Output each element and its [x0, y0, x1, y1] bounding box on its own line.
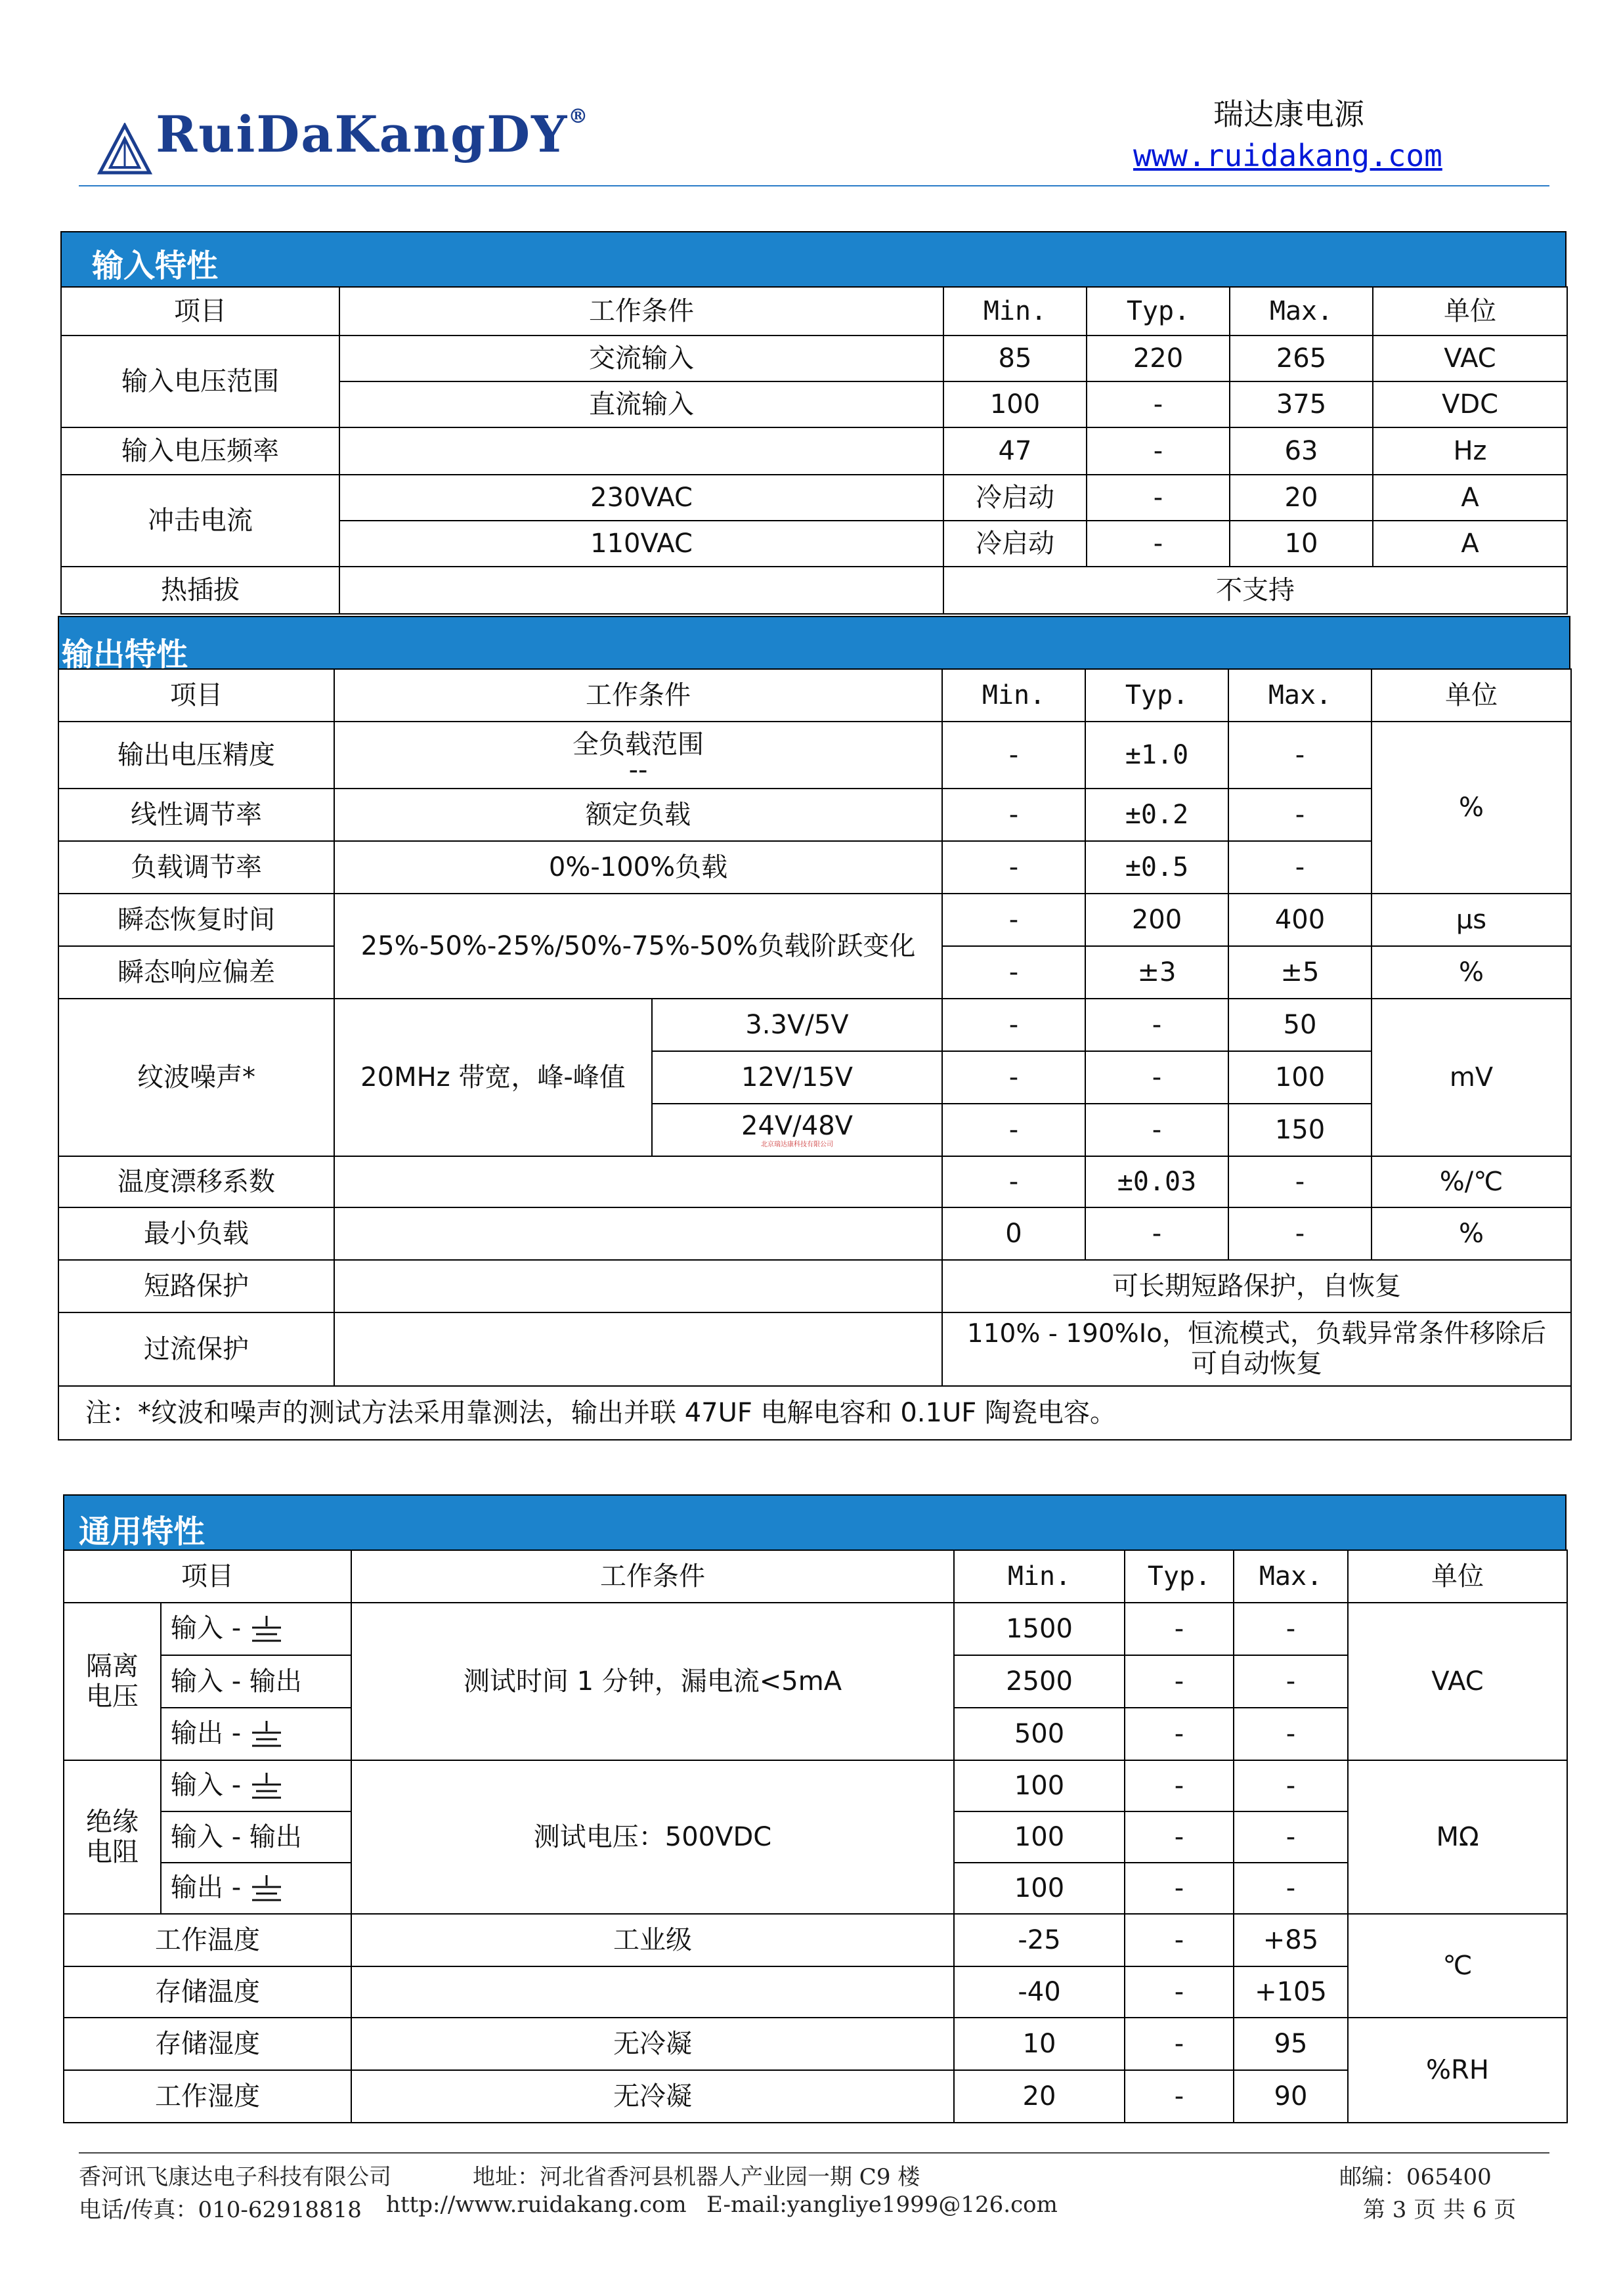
footer-postcode: 邮编：065400 — [1339, 2164, 1492, 2190]
cell-max: 150 — [1228, 1104, 1372, 1156]
cell-max: 63 — [1230, 427, 1373, 475]
ground-icon — [249, 1771, 284, 1802]
row-label-op-temp: 工作温度 — [64, 1914, 351, 1966]
col-header-condition: 工作条件 — [339, 287, 943, 336]
table-row — [61, 567, 1567, 614]
cell-typ: ±3 — [1085, 946, 1228, 999]
sub-item — [161, 1760, 351, 1811]
col-header-item: 项目 — [64, 1550, 351, 1603]
cell-min: 20 — [954, 2070, 1125, 2123]
input-spec-table — [60, 286, 1568, 615]
cell-max: 400 — [1228, 894, 1372, 946]
footer-company: 香河讯飞康达电子科技有限公司 — [79, 2164, 391, 2190]
group-label-isolation: 隔离电压 — [64, 1603, 161, 1760]
cell-min: 冷启动 — [943, 521, 1087, 567]
col-header-max: Max. — [1230, 287, 1373, 336]
row-label-ripple: 纹波噪声* — [58, 999, 334, 1156]
cell-min: 1500 — [954, 1603, 1125, 1655]
output-spec-table — [58, 668, 1572, 1440]
cell-max: 20 — [1230, 475, 1373, 521]
general-section-title: 通用特性 — [79, 1513, 205, 1550]
cell-condition: 0%-100%负载 — [334, 841, 942, 894]
col-header-min: Min. — [942, 669, 1085, 722]
row-label-deviation: 瞬态响应偏差 — [58, 946, 334, 999]
cell-subcondition: 3.3V/5V — [652, 999, 942, 1051]
cell-typ: - — [1125, 1966, 1234, 2018]
cell-min: 0 — [942, 1207, 1085, 1260]
cell-unit: A — [1373, 475, 1567, 521]
cell-typ: - — [1125, 1655, 1234, 1708]
cell-typ: ±0.03 — [1085, 1156, 1228, 1207]
cell-typ: - — [1085, 1207, 1228, 1260]
row-label-short-circuit: 短路保护 — [58, 1260, 334, 1312]
row-label-line-regulation: 线性调节率 — [58, 789, 334, 841]
cell-condition: 无冷凝 — [351, 2070, 954, 2123]
footer-page-number: 第 3 页 共 6 页 — [1363, 2197, 1517, 2223]
col-header-max: Max. — [1234, 1550, 1348, 1603]
sub-item: 输入 - 输出 — [161, 1811, 351, 1863]
sub-item — [161, 1603, 351, 1655]
table-row — [58, 841, 1571, 894]
col-header-typ: Typ. — [1085, 669, 1228, 722]
footer-divider — [79, 2152, 1549, 2154]
cell-max: - — [1228, 841, 1372, 894]
cell-unit: VAC — [1348, 1603, 1567, 1760]
sub-item-label: 输入 - — [171, 1770, 249, 1800]
cell-unit: % — [1372, 722, 1571, 894]
table-row — [58, 1386, 1571, 1440]
footer-web-link[interactable]: http://www.ruidakang.com — [386, 2192, 687, 2218]
cell-typ: - — [1125, 1914, 1234, 1966]
ground-icon — [249, 1614, 284, 1645]
cell-min: 85 — [943, 336, 1087, 381]
cell-subcondition: 12V/15V — [652, 1051, 942, 1104]
cell-max: 95 — [1234, 2018, 1348, 2070]
watermark-text: 北京瑞达康科技有限公司 — [761, 1141, 833, 1149]
table-row — [58, 1156, 1571, 1207]
sub-item-label: 输出 - — [171, 1873, 249, 1903]
cell-value: 不支持 — [943, 567, 1567, 614]
row-label-inrush: 冲击电流 — [61, 475, 339, 567]
cell-typ: - — [1087, 521, 1230, 567]
cell-unit: A — [1373, 521, 1567, 567]
cell-max: ±5 — [1228, 946, 1372, 999]
cell-min: 47 — [943, 427, 1087, 475]
table-row — [58, 1207, 1571, 1260]
table-row — [61, 427, 1567, 475]
cell-max: 375 — [1230, 381, 1373, 427]
col-header-typ: Typ. — [1125, 1550, 1234, 1603]
table-row — [58, 722, 1571, 789]
col-header-min: Min. — [943, 287, 1087, 336]
cell-unit: % — [1372, 1207, 1571, 1260]
cell-max: - — [1228, 722, 1372, 789]
cell-min: 冷启动 — [943, 475, 1087, 521]
col-header-unit: 单位 — [1373, 287, 1567, 336]
cell-condition — [339, 427, 943, 475]
table-row — [61, 475, 1567, 521]
table-row — [64, 2070, 1567, 2123]
table-row — [64, 1966, 1567, 2018]
footer-address: 地址：河北省香河县机器人产业园一期 C9 楼 — [473, 2164, 920, 2190]
cell-min: - — [942, 1104, 1085, 1156]
cell-typ: - — [1125, 2070, 1234, 2123]
cell-condition — [339, 567, 943, 614]
cell-max: - — [1234, 1655, 1348, 1708]
value-line: 110% - 190%Io，恒流模式，负载异常条件移除后 — [966, 1318, 1547, 1349]
cell-typ: - — [1125, 2018, 1234, 2070]
cell-condition: 测试电压：500VDC — [351, 1760, 954, 1914]
cell-min: - — [942, 1156, 1085, 1207]
cell-unit: %RH — [1348, 2018, 1567, 2123]
table-header-row — [61, 287, 1567, 336]
cell-unit: VAC — [1373, 336, 1567, 381]
table-row — [58, 894, 1571, 946]
row-label-storage-humidity: 存储湿度 — [64, 2018, 351, 2070]
col-header-typ: Typ. — [1087, 287, 1230, 336]
cell-typ: ±0.2 — [1085, 789, 1228, 841]
cell-min: 100 — [954, 1760, 1125, 1811]
cell-max: - — [1234, 1603, 1348, 1655]
row-label-op-humidity: 工作湿度 — [64, 2070, 351, 2123]
cell-condition: 直流输入 — [339, 381, 943, 427]
cell-typ: - — [1125, 1811, 1234, 1863]
sub-item-label: 输出 - — [171, 1718, 249, 1748]
cell-max: 50 — [1228, 999, 1372, 1051]
cell-condition: 20MHz 带宽，峰-峰值 — [334, 999, 652, 1156]
col-header-item: 项目 — [58, 669, 334, 722]
cell-typ: - — [1085, 1051, 1228, 1104]
cell-value: 可长期短路保护，自恢复 — [942, 1260, 1571, 1312]
cell-max: - — [1228, 1207, 1372, 1260]
cell-typ: - — [1125, 1760, 1234, 1811]
cell-unit: % — [1372, 946, 1571, 999]
table-row — [58, 999, 1571, 1051]
cell-min: 500 — [954, 1708, 1125, 1760]
table-row — [64, 2018, 1567, 2070]
cell-condition — [334, 1260, 942, 1312]
cell-max: - — [1228, 1156, 1372, 1207]
col-header-condition: 工作条件 — [334, 669, 942, 722]
cell-condition — [351, 1966, 954, 2018]
input-section-header — [60, 231, 1567, 288]
footer-email[interactable]: E-mail:yangliye1999@126.com — [706, 2192, 1058, 2218]
cell-max: - — [1234, 1863, 1348, 1914]
cell-max: - — [1234, 1708, 1348, 1760]
logo-triangle-icon — [97, 123, 152, 175]
row-label-storage-temp: 存储温度 — [64, 1966, 351, 2018]
general-section-header — [63, 1494, 1567, 1551]
cell-unit: mV — [1372, 999, 1571, 1156]
cell-max: 90 — [1234, 2070, 1348, 2123]
cell-condition: 测试时间 1 分钟，漏电流<5mA — [351, 1603, 954, 1760]
row-label-load-regulation: 负载调节率 — [58, 841, 334, 894]
table-row — [58, 1260, 1571, 1312]
header-divider — [79, 185, 1549, 186]
col-header-max: Max. — [1228, 669, 1372, 722]
cell-min: - — [942, 789, 1085, 841]
cell-typ: ±0.5 — [1085, 841, 1228, 894]
general-spec-table — [63, 1549, 1568, 2123]
cell-typ: - — [1125, 1863, 1234, 1914]
cell-max: 100 — [1228, 1051, 1372, 1104]
row-label-tempco: 温度漂移系数 — [58, 1156, 334, 1207]
col-header-condition: 工作条件 — [351, 1550, 954, 1603]
logo-text: RuiDaKangDY — [156, 105, 569, 163]
cell-condition: 交流输入 — [339, 336, 943, 381]
cell-unit: %/℃ — [1372, 1156, 1571, 1207]
cell-condition: 无冷凝 — [351, 2018, 954, 2070]
group-label-insulation: 绝缘电阻 — [64, 1760, 161, 1914]
condition-line: -- — [628, 755, 648, 785]
cell-min: -25 — [954, 1914, 1125, 1966]
cell-min: - — [942, 722, 1085, 789]
table-row — [58, 789, 1571, 841]
sub-item — [161, 1863, 351, 1914]
cell-max: - — [1234, 1760, 1348, 1811]
website-link[interactable]: www.ruidakang.com — [1133, 138, 1442, 173]
cell-typ: - — [1125, 1708, 1234, 1760]
table-header-row — [64, 1550, 1567, 1603]
table-header-row — [58, 669, 1571, 722]
cell-typ: - — [1087, 427, 1230, 475]
row-label-recovery: 瞬态恢复时间 — [58, 894, 334, 946]
cell-condition: 工业级 — [351, 1914, 954, 1966]
cell-condition — [334, 722, 942, 789]
brand-name: 瑞达康电源 — [1213, 97, 1364, 132]
cell-typ: - — [1125, 1603, 1234, 1655]
cell-typ: - — [1085, 999, 1228, 1051]
cell-subcondition — [652, 1104, 942, 1156]
logo — [97, 105, 589, 175]
table-row — [58, 1312, 1571, 1386]
cell-min: - — [942, 841, 1085, 894]
output-section-header — [58, 616, 1570, 673]
subcondition-text: 24V/48V — [741, 1111, 853, 1142]
footer-phone: 电话/传真：010-62918818 — [79, 2197, 362, 2223]
row-label-accuracy: 输出电压精度 — [58, 722, 334, 789]
cell-min: 100 — [954, 1863, 1125, 1914]
input-section-title: 输入特性 — [92, 248, 219, 284]
cell-max: +85 — [1234, 1914, 1348, 1966]
cell-condition — [334, 1207, 942, 1260]
cell-min: - — [942, 894, 1085, 946]
ground-icon — [249, 1874, 284, 1904]
cell-unit: MΩ — [1348, 1760, 1567, 1914]
row-label-hotplug: 热插拔 — [61, 567, 339, 614]
row-label-overcurrent: 过流保护 — [58, 1312, 334, 1386]
cell-max: - — [1234, 1811, 1348, 1863]
table-row — [61, 336, 1567, 381]
cell-typ: - — [1087, 475, 1230, 521]
cell-unit: μs — [1372, 894, 1571, 946]
cell-unit: Hz — [1373, 427, 1567, 475]
note-cell: 注：*纹波和噪声的测试方法采用靠测法，输出并联 47UF 电解电容和 0.1UF 陶瓷电容。 — [58, 1386, 1571, 1440]
cell-value — [942, 1312, 1571, 1386]
cell-min: - — [942, 999, 1085, 1051]
cell-unit: ℃ — [1348, 1914, 1567, 2018]
col-header-min: Min. — [954, 1550, 1125, 1603]
cell-min: 10 — [954, 2018, 1125, 2070]
col-header-unit: 单位 — [1372, 669, 1571, 722]
cell-max: - — [1228, 789, 1372, 841]
registered-mark: ® — [568, 105, 590, 128]
cell-condition: 25%-50%-25%/50%-75%-50%负载阶跃变化 — [334, 894, 942, 999]
cell-typ: - — [1087, 381, 1230, 427]
sub-item — [161, 1708, 351, 1760]
cell-min: - — [942, 946, 1085, 999]
col-header-item: 项目 — [61, 287, 339, 336]
row-label-voltage-range: 输入电压范围 — [61, 336, 339, 427]
table-row — [64, 1760, 1567, 1811]
row-label-frequency: 输入电压频率 — [61, 427, 339, 475]
sub-item: 输入 - 输出 — [161, 1655, 351, 1708]
cell-typ: 220 — [1087, 336, 1230, 381]
sub-item-label: 输入 - — [171, 1613, 249, 1643]
cell-min: - — [942, 1051, 1085, 1104]
cell-max: 10 — [1230, 521, 1373, 567]
cell-typ: - — [1085, 1104, 1228, 1156]
condition-line: 全负载范围 — [573, 729, 704, 760]
row-label-min-load: 最小负载 — [58, 1207, 334, 1260]
cell-typ: ±1.0 — [1085, 722, 1228, 789]
cell-typ: 200 — [1085, 894, 1228, 946]
cell-condition — [334, 1312, 942, 1386]
cell-unit: VDC — [1373, 381, 1567, 427]
cell-max: 265 — [1230, 336, 1373, 381]
table-row — [64, 1914, 1567, 1966]
cell-min: 2500 — [954, 1655, 1125, 1708]
cell-condition — [334, 1156, 942, 1207]
cell-min: -40 — [954, 1966, 1125, 2018]
cell-condition: 230VAC — [339, 475, 943, 521]
cell-condition: 110VAC — [339, 521, 943, 567]
cell-max: +105 — [1234, 1966, 1348, 2018]
cell-min: 100 — [943, 381, 1087, 427]
cell-min: 100 — [954, 1811, 1125, 1863]
value-line: 可自动恢复 — [1191, 1349, 1322, 1379]
cell-condition: 额定负载 — [334, 789, 942, 841]
output-section-title: 输出特性 — [62, 636, 188, 673]
table-row — [64, 1603, 1567, 1655]
ground-icon — [249, 1720, 284, 1750]
col-header-unit: 单位 — [1348, 1550, 1567, 1603]
